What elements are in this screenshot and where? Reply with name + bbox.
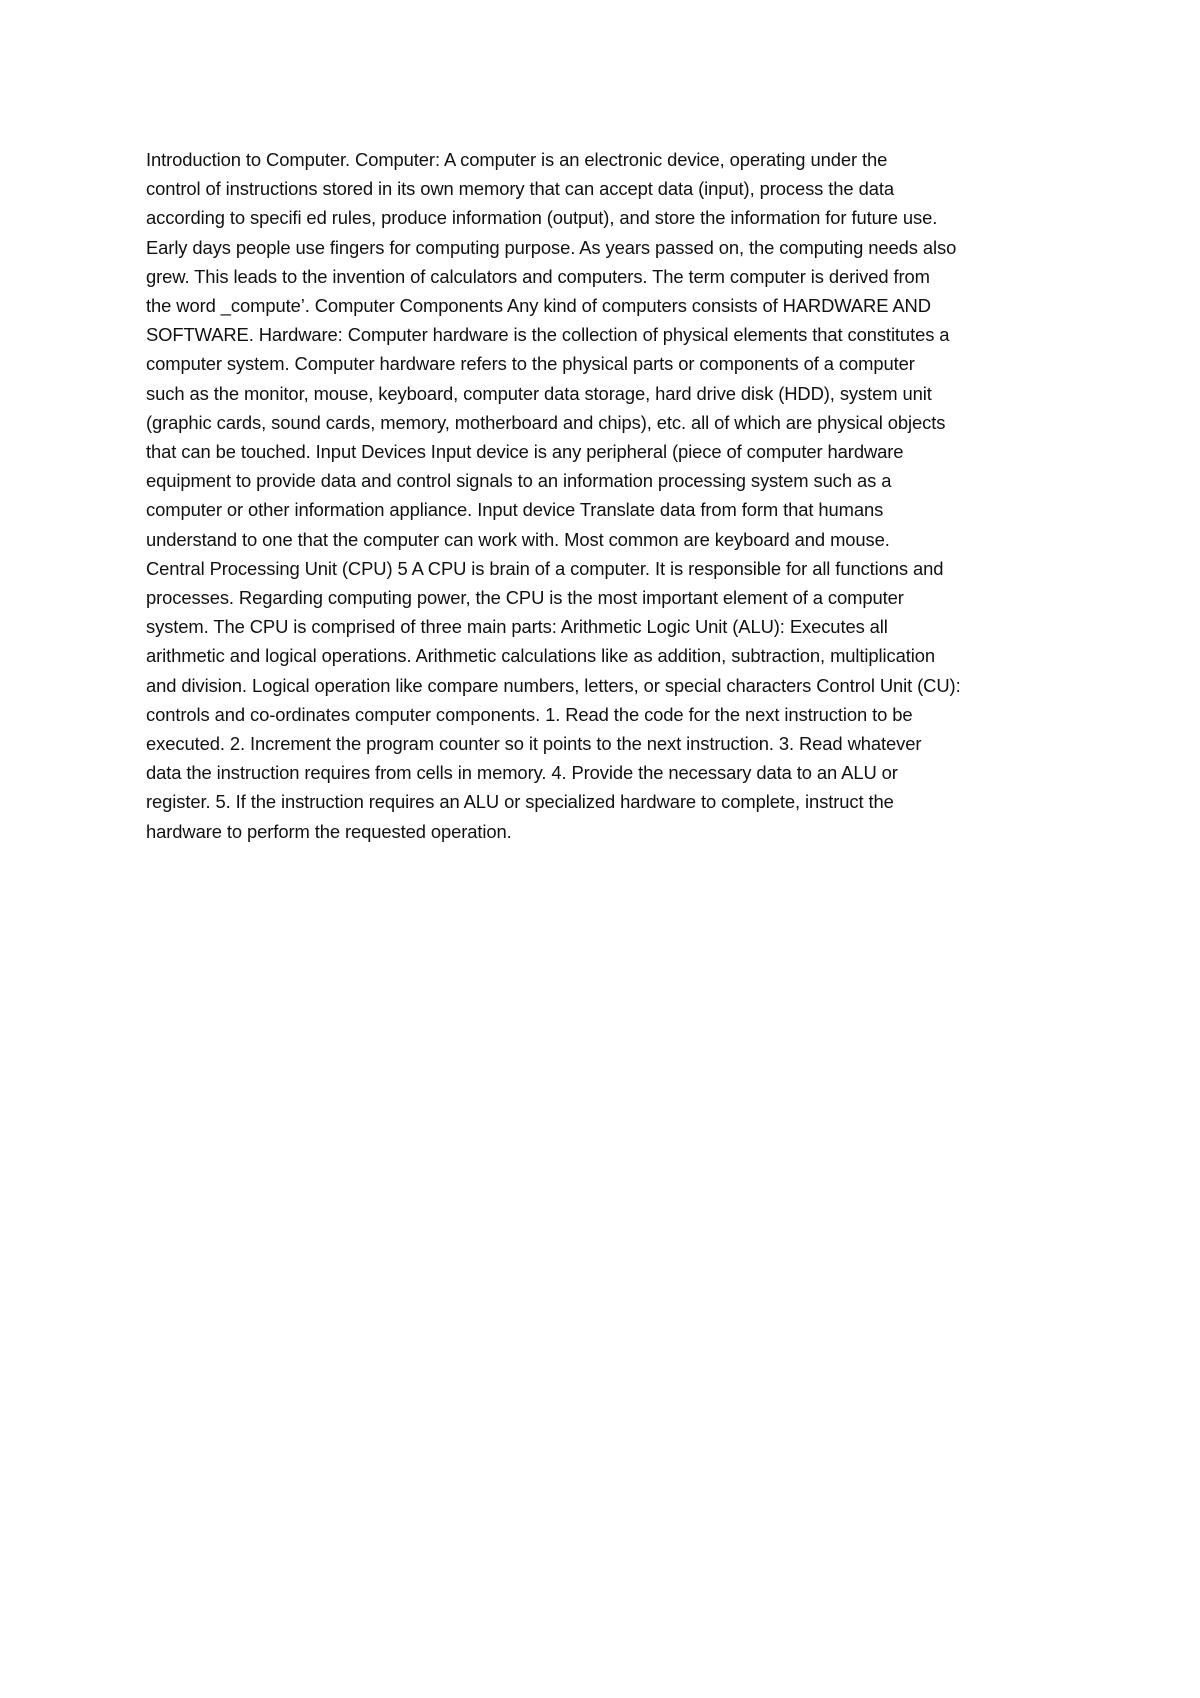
text-line: register. 5. If the instruction requires an ALU or specialized hardware to complete, instruct the [146, 791, 894, 813]
text-line: Central Processing Unit (CPU) 5 A CPU is brain of a computer. It is responsible for all functions and [146, 557, 944, 579]
text-line: understand to one that the computer can work with. Most common are keyboard and mouse. [146, 528, 890, 550]
text-line: processes. Regarding computing power, the CPU is the most important element of a computer [146, 587, 904, 609]
text-line: SOFTWARE. Hardware: Computer hardware is the collection of physical elements that constitutes a [146, 324, 950, 346]
text-line: Introduction to Computer. Computer: A computer is an electronic device, operating under the [146, 149, 888, 170]
text-line: Early days people use fingers for computing purpose. As years passed on, the computing needs also [146, 236, 957, 258]
text-line: data the instruction requires from cells in memory. 4. Provide the necessary data to an ALU or [146, 762, 898, 784]
text-line: computer or other information appliance. Input device Translate data from form that humans [146, 499, 884, 521]
body-paragraph [146, 145, 1066, 846]
text-line: such as the monitor, mouse, keyboard, computer data storage, hard drive disk (HDD), system unit [146, 382, 932, 404]
text-line: and division. Logical operation like compare numbers, letters, or special characters Control Unit (CU): [146, 674, 961, 696]
text-line: grew. This leads to the invention of calculators and computers. The term computer is derived from [146, 265, 930, 287]
text-line: the word _compute’. Computer Components Any kind of computers consists of HARDWARE AND [146, 295, 931, 317]
text-line: (graphic cards, sound cards, memory, motherboard and chips), etc. all of which are physical objects [146, 411, 946, 433]
text-line: controls and co-ordinates computer components. 1. Read the code for the next instruction to be [146, 703, 913, 725]
text-line: according to specifi ed rules, produce information (output), and store the information for future use. [146, 207, 938, 229]
text-line: equipment to provide data and control signals to an information processing system such as a [146, 470, 892, 492]
text-line: that can be touched. Input Devices Input device is any peripheral (piece of computer hardware [146, 441, 904, 463]
text-line: system. The CPU is comprised of three main parts: Arithmetic Logic Unit (ALU): Executes all [146, 616, 888, 638]
text-line: executed. 2. Increment the program counter so it points to the next instruction. 3. Read whatever [146, 733, 922, 755]
text-line: arithmetic and logical operations. Arithmetic calculations like as addition, subtraction, multiplication [146, 645, 935, 667]
text-line: hardware to perform the requested operation. [146, 820, 512, 842]
text-line: computer system. Computer hardware refers to the physical parts or components of a computer [146, 353, 915, 375]
text-line: control of instructions stored in its own memory that can accept data (input), process the data [146, 178, 894, 200]
